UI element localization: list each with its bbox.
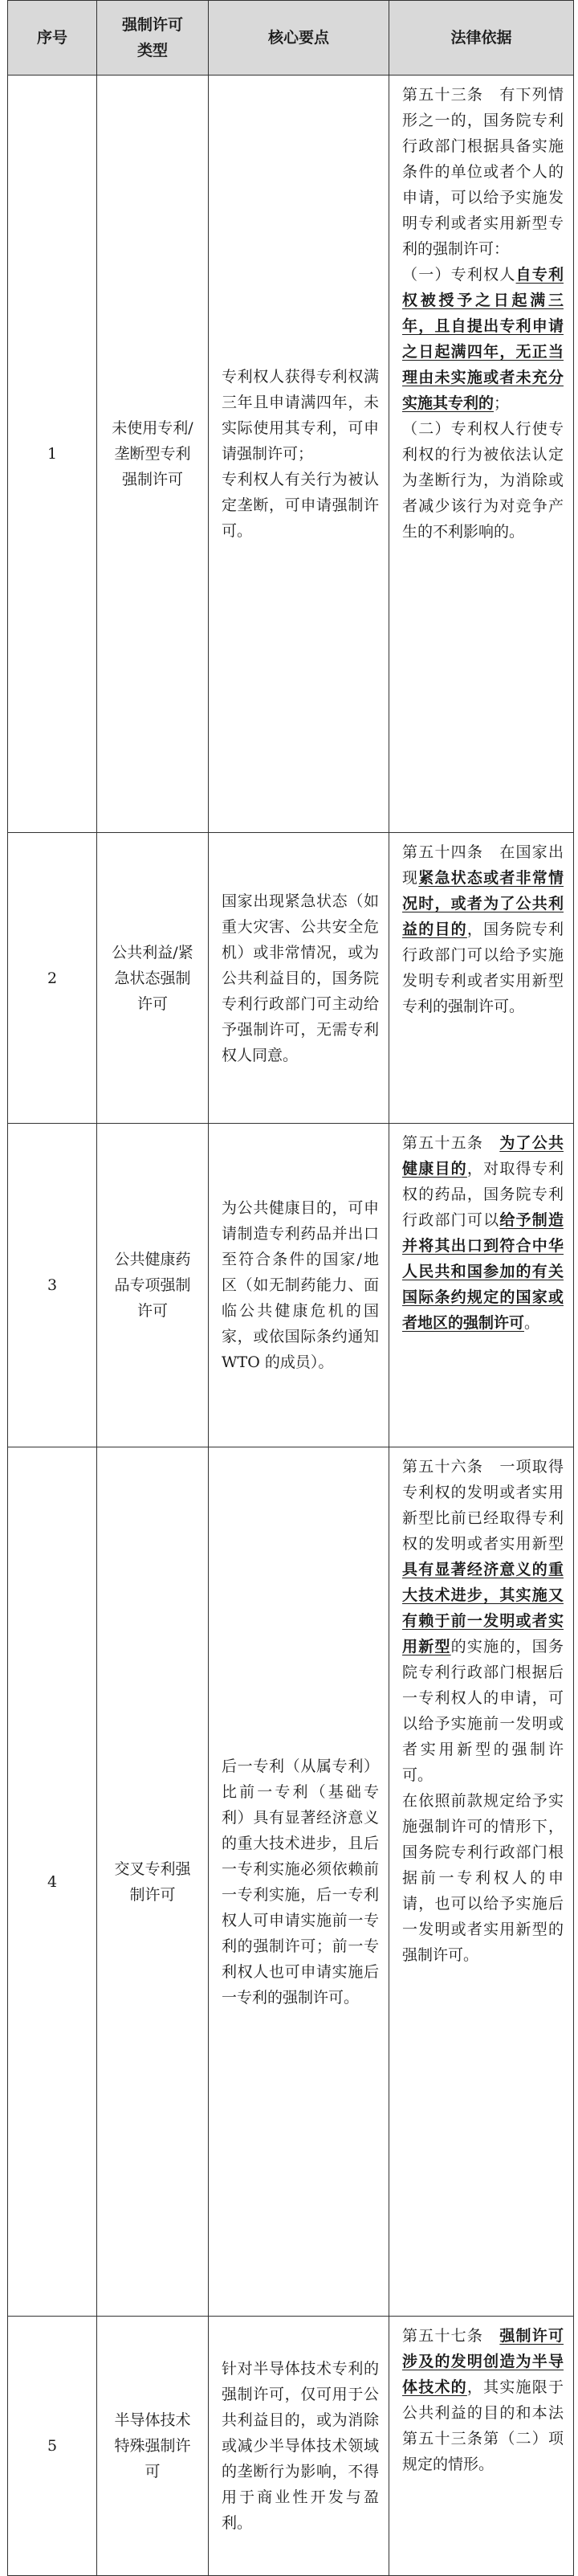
row-type bbox=[97, 833, 209, 1124]
compulsory-license-table bbox=[7, 0, 574, 2576]
law-paragraph bbox=[402, 1454, 564, 1788]
law-paragraph bbox=[402, 839, 564, 1019]
law-text: （一）专利权人 bbox=[402, 266, 516, 284]
law-text: ，国务院专利行政部门可以给予实施发明专利或者实用新型专利的强制许可。 bbox=[402, 921, 564, 1015]
row-legal-basis bbox=[389, 833, 574, 1124]
row-type-text: 半导体技术特殊强制许可 bbox=[114, 2411, 191, 2480]
row-type-text: 未使用专利/垄断型专利强制许可 bbox=[112, 419, 193, 488]
core-paragraph: 专利权人获得专利权满三年且申请满四年，未实际使用其专利，可申请强制许可； bbox=[222, 368, 379, 463]
row-type bbox=[97, 76, 209, 833]
table-row bbox=[8, 1447, 574, 2317]
core-paragraph: 后一专利（从属专利）比前一专利（基础专利）具有显著经济意义的重大技术进步，且后一专利实施必须依赖前一专利实施，后一专利权人可申请实施前一专利的强制许可；前一专利权人也可申请实施后一专利的强制许可。 bbox=[222, 1757, 379, 2007]
law-text: 。 bbox=[524, 1314, 540, 1332]
core-paragraph: 专利权人有关行为被认定垄断，可申请强制许可。 bbox=[222, 471, 379, 540]
law-text: 第五十七条 bbox=[402, 2327, 500, 2345]
row-seq: 5 bbox=[8, 2317, 97, 2576]
row-type-text: 公共健康药品专项强制许可 bbox=[114, 1251, 191, 1320]
row-legal-basis bbox=[389, 1447, 574, 2317]
core-paragraph: 针对半导体技术专利的强制许可，仅可用于公共利益目的，或为消除或减少半导体技术领域的垄断行为影响，不得用于商业性开发与盈利。 bbox=[222, 2360, 379, 2532]
law-text: 第五十三条 有下列情形之一的，国务院专利行政部门根据具备实施条件的单位或者个人的申请，可以给予实施发明专利或者实用新型专利的强制许可： bbox=[402, 86, 564, 258]
row-core-points bbox=[209, 1447, 389, 2317]
header-seq: 序号 bbox=[8, 1, 97, 76]
law-paragraph bbox=[402, 1130, 564, 1336]
table-row bbox=[8, 2317, 574, 2576]
row-seq: 2 bbox=[8, 833, 97, 1124]
law-paragraph bbox=[402, 416, 564, 545]
table-row bbox=[8, 1124, 574, 1447]
law-emphasis: 具有显著经济意义的重大技术进步，其实施又有赖于前一发明或者实用新型 bbox=[402, 1561, 564, 1655]
law-emphasis: 给予制造并将其出口到符合中华人民共和国参加的有关国际条约规定的国家或者地区的强制许可 bbox=[402, 1211, 564, 1332]
row-core-points bbox=[209, 1124, 389, 1447]
header-core: 核心要点 bbox=[209, 1, 389, 76]
law-text: ； bbox=[494, 394, 510, 412]
row-legal-basis bbox=[389, 1124, 574, 1447]
law-emphasis: 紧急状态或者非常情况时，或者为了公共利益的目的 bbox=[402, 869, 564, 938]
law-text: 第五十五条 bbox=[402, 1134, 500, 1152]
table-row bbox=[8, 76, 574, 833]
core-paragraph: 国家出现紧急状态（如重大灾害、公共安全危机）或非常情况，或为公共利益目的，国务院专利行政部门可主动给予强制许可，无需专利权人同意。 bbox=[222, 892, 379, 1064]
row-type bbox=[97, 1447, 209, 2317]
header-type: 强制许可类型 bbox=[97, 1, 209, 76]
row-legal-basis bbox=[389, 76, 574, 833]
law-paragraph bbox=[402, 2323, 564, 2477]
core-paragraph: 为公共健康目的，可申请制造专利药品并出口至符合条件的国家/地区（如无制药能力、面临公共健康危机的国家，或依国际条约通知 WTO 的成员）。 bbox=[222, 1199, 379, 1371]
row-seq: 3 bbox=[8, 1124, 97, 1447]
law-text: 第五十四条 在国家出现 bbox=[402, 843, 564, 887]
law-text: （二）专利权人行使专利权的行为被依法认定为垄断行为，为消除或者减少该行为对竞争产生的不利影响的。 bbox=[402, 420, 564, 541]
law-emphasis: 为了公共健康目的 bbox=[402, 1134, 564, 1178]
row-type bbox=[97, 2317, 209, 2576]
law-text: ，其实施限于公共利益的目的和本法第五十三条第（二）项规定的情形。 bbox=[402, 2378, 564, 2473]
row-seq: 1 bbox=[8, 76, 97, 833]
law-paragraph bbox=[402, 82, 564, 262]
law-emphasis: 强制许可涉及的发明创造为半导体技术的 bbox=[402, 2327, 564, 2396]
table-row bbox=[8, 833, 574, 1124]
law-paragraph bbox=[402, 262, 564, 416]
row-legal-basis bbox=[389, 2317, 574, 2576]
row-type-text: 公共利益/紧急状态强制许可 bbox=[112, 943, 193, 1013]
law-text: 第五十六条 一项取得专利权的发明或者实用新型比前已经取得专利权的发明或者实用新型 bbox=[402, 1458, 564, 1553]
row-core-points bbox=[209, 76, 389, 833]
row-core-points bbox=[209, 833, 389, 1124]
law-paragraph bbox=[402, 1788, 564, 1968]
law-text: 在依照前款规定给予实施强制许可的情形下，国务院专利行政部门根据前一专利权人的申请，也可以给予实施后一发明或者实用新型的强制许可。 bbox=[402, 1792, 564, 1964]
row-type bbox=[97, 1124, 209, 1447]
row-core-points bbox=[209, 2317, 389, 2576]
law-text: 的实施的，国务院专利行政部门根据后一专利权人的申请，可以给予实施前一发明或者实用新型的强制许可。 bbox=[402, 1638, 564, 1784]
header-law: 法律依据 bbox=[389, 1, 574, 76]
row-seq: 4 bbox=[8, 1447, 97, 2317]
row-type-text: 交叉专利强制许可 bbox=[114, 1860, 191, 1904]
table-header-row bbox=[8, 1, 574, 76]
law-text: ，对取得专利权的药品，国务院专利行政部门可以 bbox=[402, 1160, 564, 1229]
law-emphasis: 自专利权被授予之日起满三年，且自提出专利申请之日起满四年，无正当理由未实施或者未充分实施其专利的 bbox=[402, 266, 564, 412]
